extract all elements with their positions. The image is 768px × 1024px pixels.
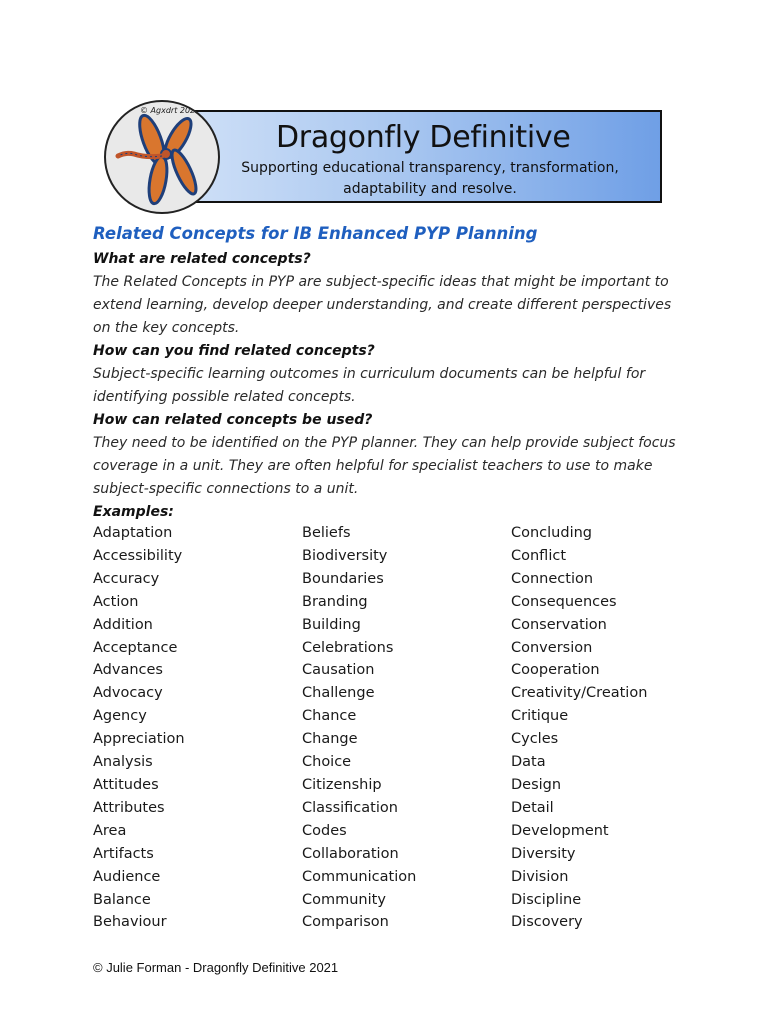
concept-item: Collaboration (302, 845, 399, 862)
concept-item: Balance (93, 891, 151, 908)
logo-copyright: © Agxdrt 2021 (140, 106, 201, 115)
concept-item: Chance (302, 708, 357, 725)
concept-item: Community (302, 891, 386, 908)
question-3: How can related concepts be used? (93, 412, 373, 428)
concept-item: Boundaries (302, 570, 384, 587)
concept-item: Attributes (93, 799, 165, 816)
concept-item: Concluding (511, 525, 593, 541)
concept-item: Consequences (511, 593, 617, 610)
concept-item: Design (511, 776, 562, 793)
concept-item: Addition (93, 616, 153, 633)
concept-item: Acceptance (93, 639, 178, 656)
concept-item: Beliefs (302, 525, 351, 541)
concept-item: Artifacts (93, 845, 154, 862)
concept-item: Classification (302, 799, 398, 816)
concept-item: Challenge (302, 685, 375, 702)
concept-item: Celebrations (302, 639, 394, 656)
concept-item: Codes (302, 822, 347, 839)
answer-1: The Related Concepts in PYP are subject-specific ideas that might be important to extend learning, develop deeper understanding, and create different perspectives on the key concepts. (93, 274, 672, 336)
banner-subtitle-line-1: Supporting educational transparency, transformation, (241, 160, 619, 176)
concept-item: Accuracy (93, 570, 160, 587)
concept-item: Diversity (511, 845, 576, 862)
concept-item: Conservation (511, 616, 607, 633)
dragonfly-icon (106, 102, 220, 214)
concept-item: Advances (93, 662, 163, 679)
footer-copyright: © Julie Forman - Dragonfly Definitive 2021 (93, 960, 339, 975)
question-2: How can you find related concepts? (93, 343, 375, 359)
page-title: Related Concepts for IB Enhanced PYP Planning (93, 224, 538, 243)
concept-item: Discovery (511, 914, 583, 931)
concept-item: Choice (302, 754, 352, 771)
examples-label: Examples: (93, 504, 174, 520)
banner-subtitle-line-2: adaptability and resolve. (343, 181, 517, 197)
concept-item: Change (302, 731, 358, 748)
concept-item: Critique (511, 708, 569, 725)
examples-column-1 (93, 522, 185, 934)
answer-3: They need to be identified on the PYP planner. They can help provide subject focus coverage in a unit. They are often helpful for specialist teachers to use to make subject-specific connections to a unit. (93, 435, 676, 497)
concept-item: Appreciation (93, 731, 185, 748)
concept-item: Detail (511, 799, 554, 816)
concept-item: Behaviour (93, 914, 167, 931)
concept-item: Comparison (302, 914, 389, 931)
question-1: What are related concepts? (93, 251, 311, 267)
concept-item: Accessibility (93, 547, 183, 564)
concept-item: Citizenship (302, 776, 382, 793)
concept-item: Biodiversity (302, 547, 388, 564)
concept-item: Conversion (511, 639, 593, 656)
concept-item: Connection (511, 570, 594, 587)
intro-content (93, 222, 683, 524)
concept-item: Creativity/Creation (511, 685, 648, 702)
concept-item: Audience (93, 868, 161, 885)
concept-item: Cycles (511, 731, 559, 748)
concept-item: Advocacy (93, 685, 163, 702)
concept-item: Building (302, 616, 361, 633)
concept-item: Attitudes (93, 776, 159, 793)
examples-column-3 (511, 522, 647, 934)
concept-item: Data (511, 754, 546, 771)
concept-item: Adaptation (93, 525, 173, 541)
concept-item: Discipline (511, 891, 582, 908)
concept-item: Analysis (93, 754, 153, 771)
concept-item: Branding (302, 593, 368, 610)
concept-item: Agency (93, 708, 147, 725)
concept-item: Area (93, 822, 127, 839)
concept-item: Causation (302, 662, 375, 679)
concept-item: Communication (302, 868, 417, 885)
concept-item: Division (511, 868, 569, 885)
dragonfly-logo (104, 100, 220, 214)
concept-item: Action (93, 593, 139, 610)
answer-2: Subject-specific learning outcomes in curriculum documents can be helpful for identifying possible related concepts. (93, 366, 646, 405)
banner-subtitle (240, 158, 620, 200)
concept-item: Conflict (511, 547, 567, 564)
banner-title: Dragonfly Definitive (276, 120, 571, 155)
examples-column-2 (302, 522, 416, 934)
concept-item: Development (511, 822, 609, 839)
header-banner (182, 110, 662, 203)
concept-item: Cooperation (511, 662, 600, 679)
